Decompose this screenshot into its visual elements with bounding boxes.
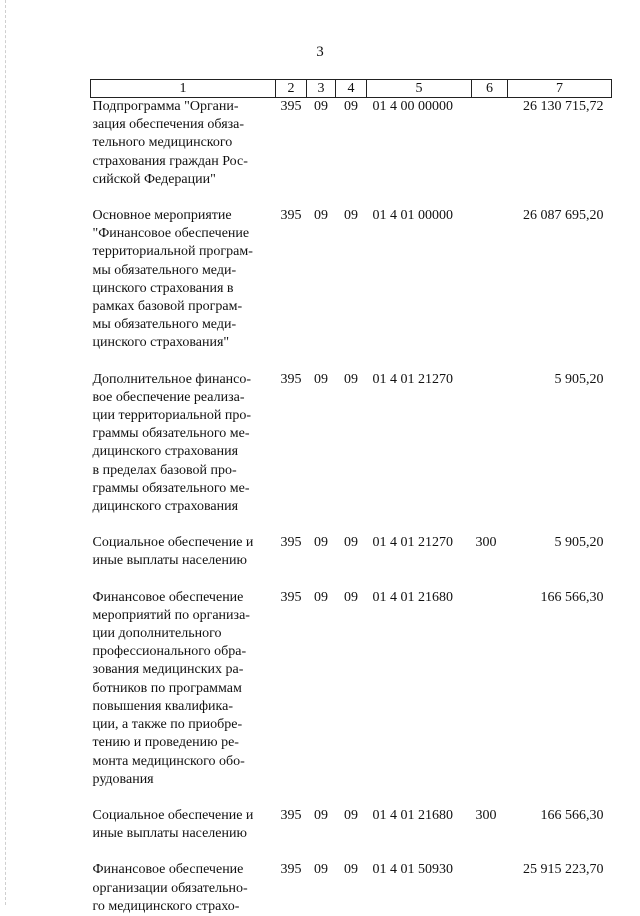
row-amount: 26 087 695,20: [523, 208, 604, 224]
row-ministry: 395: [280, 589, 302, 605]
row-name-line: зация обеспечения обяза-: [92, 117, 245, 133]
table-row: [91, 589, 612, 807]
header-col-1: 1: [91, 80, 276, 98]
row-name-line: граммы обязательного ме-: [92, 426, 250, 442]
budget-table: [90, 79, 612, 916]
row-name-line: рамках базовой програм-: [92, 299, 243, 315]
row-section: 09: [314, 99, 328, 114]
row-name-line: организации обязательно-: [92, 880, 248, 896]
row-subsection: 09: [344, 535, 358, 551]
row-expense-type: [472, 371, 508, 535]
row-name-line: "Финансовое обеспечение: [92, 226, 250, 242]
row-section: 09: [314, 589, 328, 605]
row-ministry: 395: [280, 99, 302, 114]
row-subsection: 09: [344, 862, 358, 878]
table-row: [91, 98, 612, 208]
row-amount: 166 566,30: [540, 589, 604, 605]
row-name-line: Подпрограмма "Органи-: [92, 99, 239, 114]
row-amount: 5 905,20: [554, 535, 604, 551]
row-amount: 5 905,20: [554, 371, 604, 387]
row-ministry: 395: [280, 208, 302, 224]
table-body: [91, 98, 612, 916]
row-name-line: цинского страхования": [92, 335, 230, 351]
row-name-line: ции дополнительного: [92, 626, 222, 642]
row-name-line: зования медицинских ра-: [92, 662, 244, 678]
row-amount: 25 915 223,70: [523, 862, 604, 878]
row-name: [91, 534, 276, 588]
row-target-article: 01 4 01 21680: [372, 589, 453, 605]
row-name-line: граммы обязательного ме-: [92, 480, 250, 496]
row-name-line: сийской Федерации": [92, 171, 216, 187]
row-name-line: го медицинского страхо-: [92, 898, 240, 914]
scan-edge-dashes: [5, 0, 7, 905]
row-expense-type: 300: [475, 535, 497, 551]
row-name-line: Основное мероприятие: [92, 208, 232, 224]
header-col-2: 2: [276, 80, 307, 98]
row-name-line: территориальной програм-: [92, 244, 253, 260]
row-ministry: 395: [280, 535, 302, 551]
row-target-article: 01 4 01 21270: [372, 535, 453, 551]
row-name-line: монта медицинского обо-: [92, 753, 245, 769]
row-target-article: 01 4 01 50930: [372, 862, 453, 878]
row-name-line: цинского страхования в: [92, 280, 234, 296]
row-name-line: тельного медицинского: [92, 135, 233, 151]
header-col-6: 6: [472, 80, 508, 98]
row-section: 09: [314, 208, 328, 224]
header-col-5: 5: [367, 80, 472, 98]
row-expense-type: [472, 589, 508, 807]
row-name: [91, 98, 276, 208]
row-expense-type: [472, 207, 508, 371]
table-header: [91, 80, 612, 98]
row-target-article: 01 4 01 21270: [372, 371, 453, 387]
row-section: 09: [314, 862, 328, 878]
row-name-line: в пределах базовой про-: [92, 462, 237, 478]
row-subsection: 09: [344, 208, 358, 224]
row-expense-type: 300: [475, 807, 497, 823]
table-row: [91, 371, 612, 535]
row-expense-type: [472, 861, 508, 916]
row-name-line: рудования: [92, 771, 154, 787]
row-subsection: 09: [344, 807, 358, 823]
row-ministry: 395: [280, 862, 302, 878]
row-subsection: 09: [344, 99, 358, 114]
row-name-line: иные выплаты населению: [92, 826, 247, 842]
row-name-line: иные выплаты населению: [92, 553, 247, 569]
table-row: [91, 207, 612, 371]
row-name-line: мероприятий по организа-: [92, 607, 250, 623]
row-name-line: Дополнительное финансо-: [92, 371, 252, 387]
header-col-4: 4: [336, 80, 367, 98]
row-ministry: 395: [280, 371, 302, 387]
row-ministry: 395: [280, 807, 302, 823]
row-name-line: мы обязательного меди-: [92, 317, 237, 333]
row-target-article: 01 4 01 00000: [372, 208, 453, 224]
row-name: [91, 807, 276, 861]
row-name-line: Финансовое обеспечение: [92, 589, 244, 605]
row-name-line: ции, а также по приобре-: [92, 717, 243, 733]
row-name-line: ции территориальной про-: [92, 408, 252, 424]
row-name: [91, 371, 276, 535]
header-col-3: 3: [307, 80, 336, 98]
row-subsection: 09: [344, 371, 358, 387]
header-row: [91, 80, 612, 98]
page-number: 3: [316, 44, 324, 60]
row-name-line: дицинского страхования: [92, 444, 239, 460]
table-row: [91, 861, 612, 916]
row-name-line: страхования граждан Рос-: [92, 153, 248, 169]
row-name-line: профессионального обра-: [92, 644, 247, 660]
row-name: [91, 861, 276, 916]
row-name-line: дицинского страхования: [92, 499, 239, 515]
header-col-7: 7: [508, 80, 612, 98]
row-target-article: 01 4 01 21680: [372, 807, 453, 823]
row-name-line: Социальное обеспечение и: [92, 807, 254, 823]
row-name-line: Социальное обеспечение и: [92, 535, 254, 551]
row-section: 09: [314, 535, 328, 551]
row-expense-type: [472, 98, 508, 208]
row-subsection: 09: [344, 589, 358, 605]
row-name-line: Финансовое обеспечение: [92, 862, 244, 878]
row-name-line: вое обеспечение реализа-: [92, 389, 245, 405]
row-section: 09: [314, 807, 328, 823]
table-row: [91, 534, 612, 588]
row-amount: 166 566,30: [540, 807, 604, 823]
row-target-article: 01 4 00 00000: [372, 99, 453, 114]
row-section: 09: [314, 371, 328, 387]
row-name-line: повышения квалифика-: [92, 698, 233, 714]
row-name-line: мы обязательного меди-: [92, 262, 237, 278]
row-amount: 26 130 715,72: [523, 99, 604, 114]
row-name-line: тению и проведению ре-: [92, 735, 239, 751]
row-name-line: ботников по программам: [92, 680, 242, 696]
row-name: [91, 207, 276, 371]
table-row: [91, 807, 612, 861]
row-name: [91, 589, 276, 807]
